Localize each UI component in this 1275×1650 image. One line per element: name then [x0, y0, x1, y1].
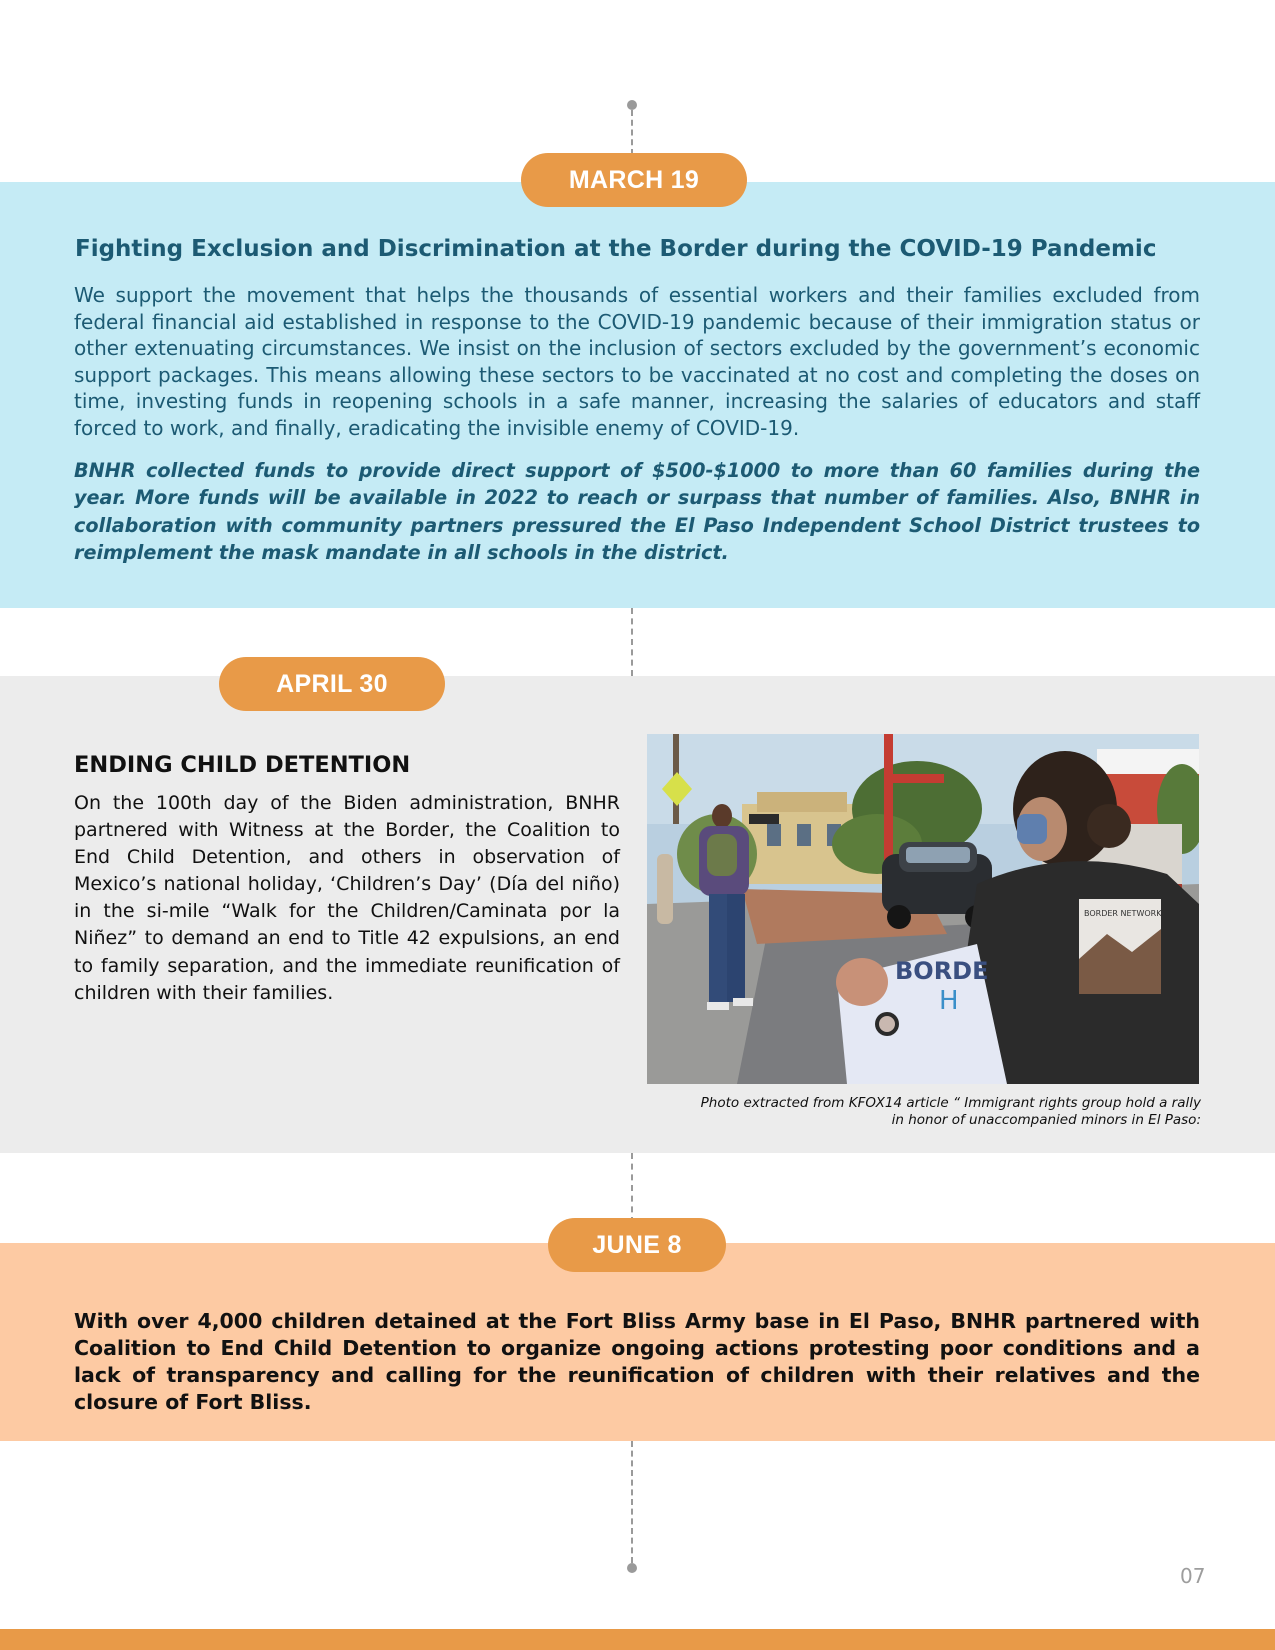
section-body: With over 4,000 children detained at the Fort Bliss Army base in El Paso, BNHR partnered with Coalition to End Child Detention to organize ongoing actions protesting poor conditions and a lack of transparency and calling for the reunification of children with their relatives and the closure of Fort Bliss. [74, 1309, 1200, 1414]
sign-text: BORDE [895, 957, 989, 985]
section-heading: Fighting Exclusion and Discrimination at the Border during the COVID-19 Pandemic [75, 236, 1157, 262]
timeline-end-dot [627, 1563, 637, 1573]
date-pill-april-30: APRIL 30 [219, 657, 445, 711]
section-highlight: BNHR collected funds to provide direct support of $500-$1000 to more than 60 families during the year. More funds will be available in 2022 to reach or surpass that number of families. Also, BNHR in collaboration with community partners pressured the El Paso Independent School District trustees to reimplement the mask mandate in all schools in the district. [74, 459, 1200, 565]
timeline-connector [631, 608, 633, 676]
rally-photo [647, 734, 1199, 1084]
section-heading: ENDING CHILD DETENTION [74, 752, 411, 778]
timeline-connector [631, 1153, 633, 1223]
timeline-connector [631, 110, 633, 155]
footer-bar [0, 1629, 1275, 1650]
jacket-text: BORDER NETWORK [1084, 909, 1162, 918]
sign-text: H [939, 986, 959, 1016]
section-body: On the 100th day of the Biden administration, BNHR partnered with Witness at the Border, the Coalition to End Child Detention, and others in observation of Mexico’s national holiday, ‘Children’s Day’ (Día del niño) in the si-mile “Walk for the Children/Caminata por la Niñez” to demand an end to Title 42 expulsions, an end to family separation, and the immediate reunification of children with their families. [74, 792, 620, 1004]
timeline-connector [631, 1441, 633, 1563]
date-pill-march-19: MARCH 19 [521, 153, 747, 207]
section-body: We support the movement that helps the thousands of essential workers and their families excluded from federal financial aid established in response to the COVID-19 pandemic because of their immigration status or other extenuating circumstances. We insist on the inclusion of sectors excluded by the government’s economic support packages. This means allowing these sectors to be vaccinated at no cost and completing the doses on time, investing funds in reopening schools in a safe manner, increasing the salaries of educators and staff forced to work, and finally, eradicating the invisible enemy of COVID-19. [74, 283, 1200, 440]
caption-line-1: Photo extracted from KFOX14 article “ Immigrant rights group hold a rally [700, 1095, 1201, 1111]
photo-caption [640, 1095, 1201, 1129]
timeline-start-dot [627, 100, 637, 110]
date-pill-june-8: JUNE 8 [548, 1218, 726, 1272]
page-number: 07 [1180, 1564, 1206, 1588]
caption-line-2: in honor of unaccompanied minors in El Paso: [891, 1112, 1201, 1128]
